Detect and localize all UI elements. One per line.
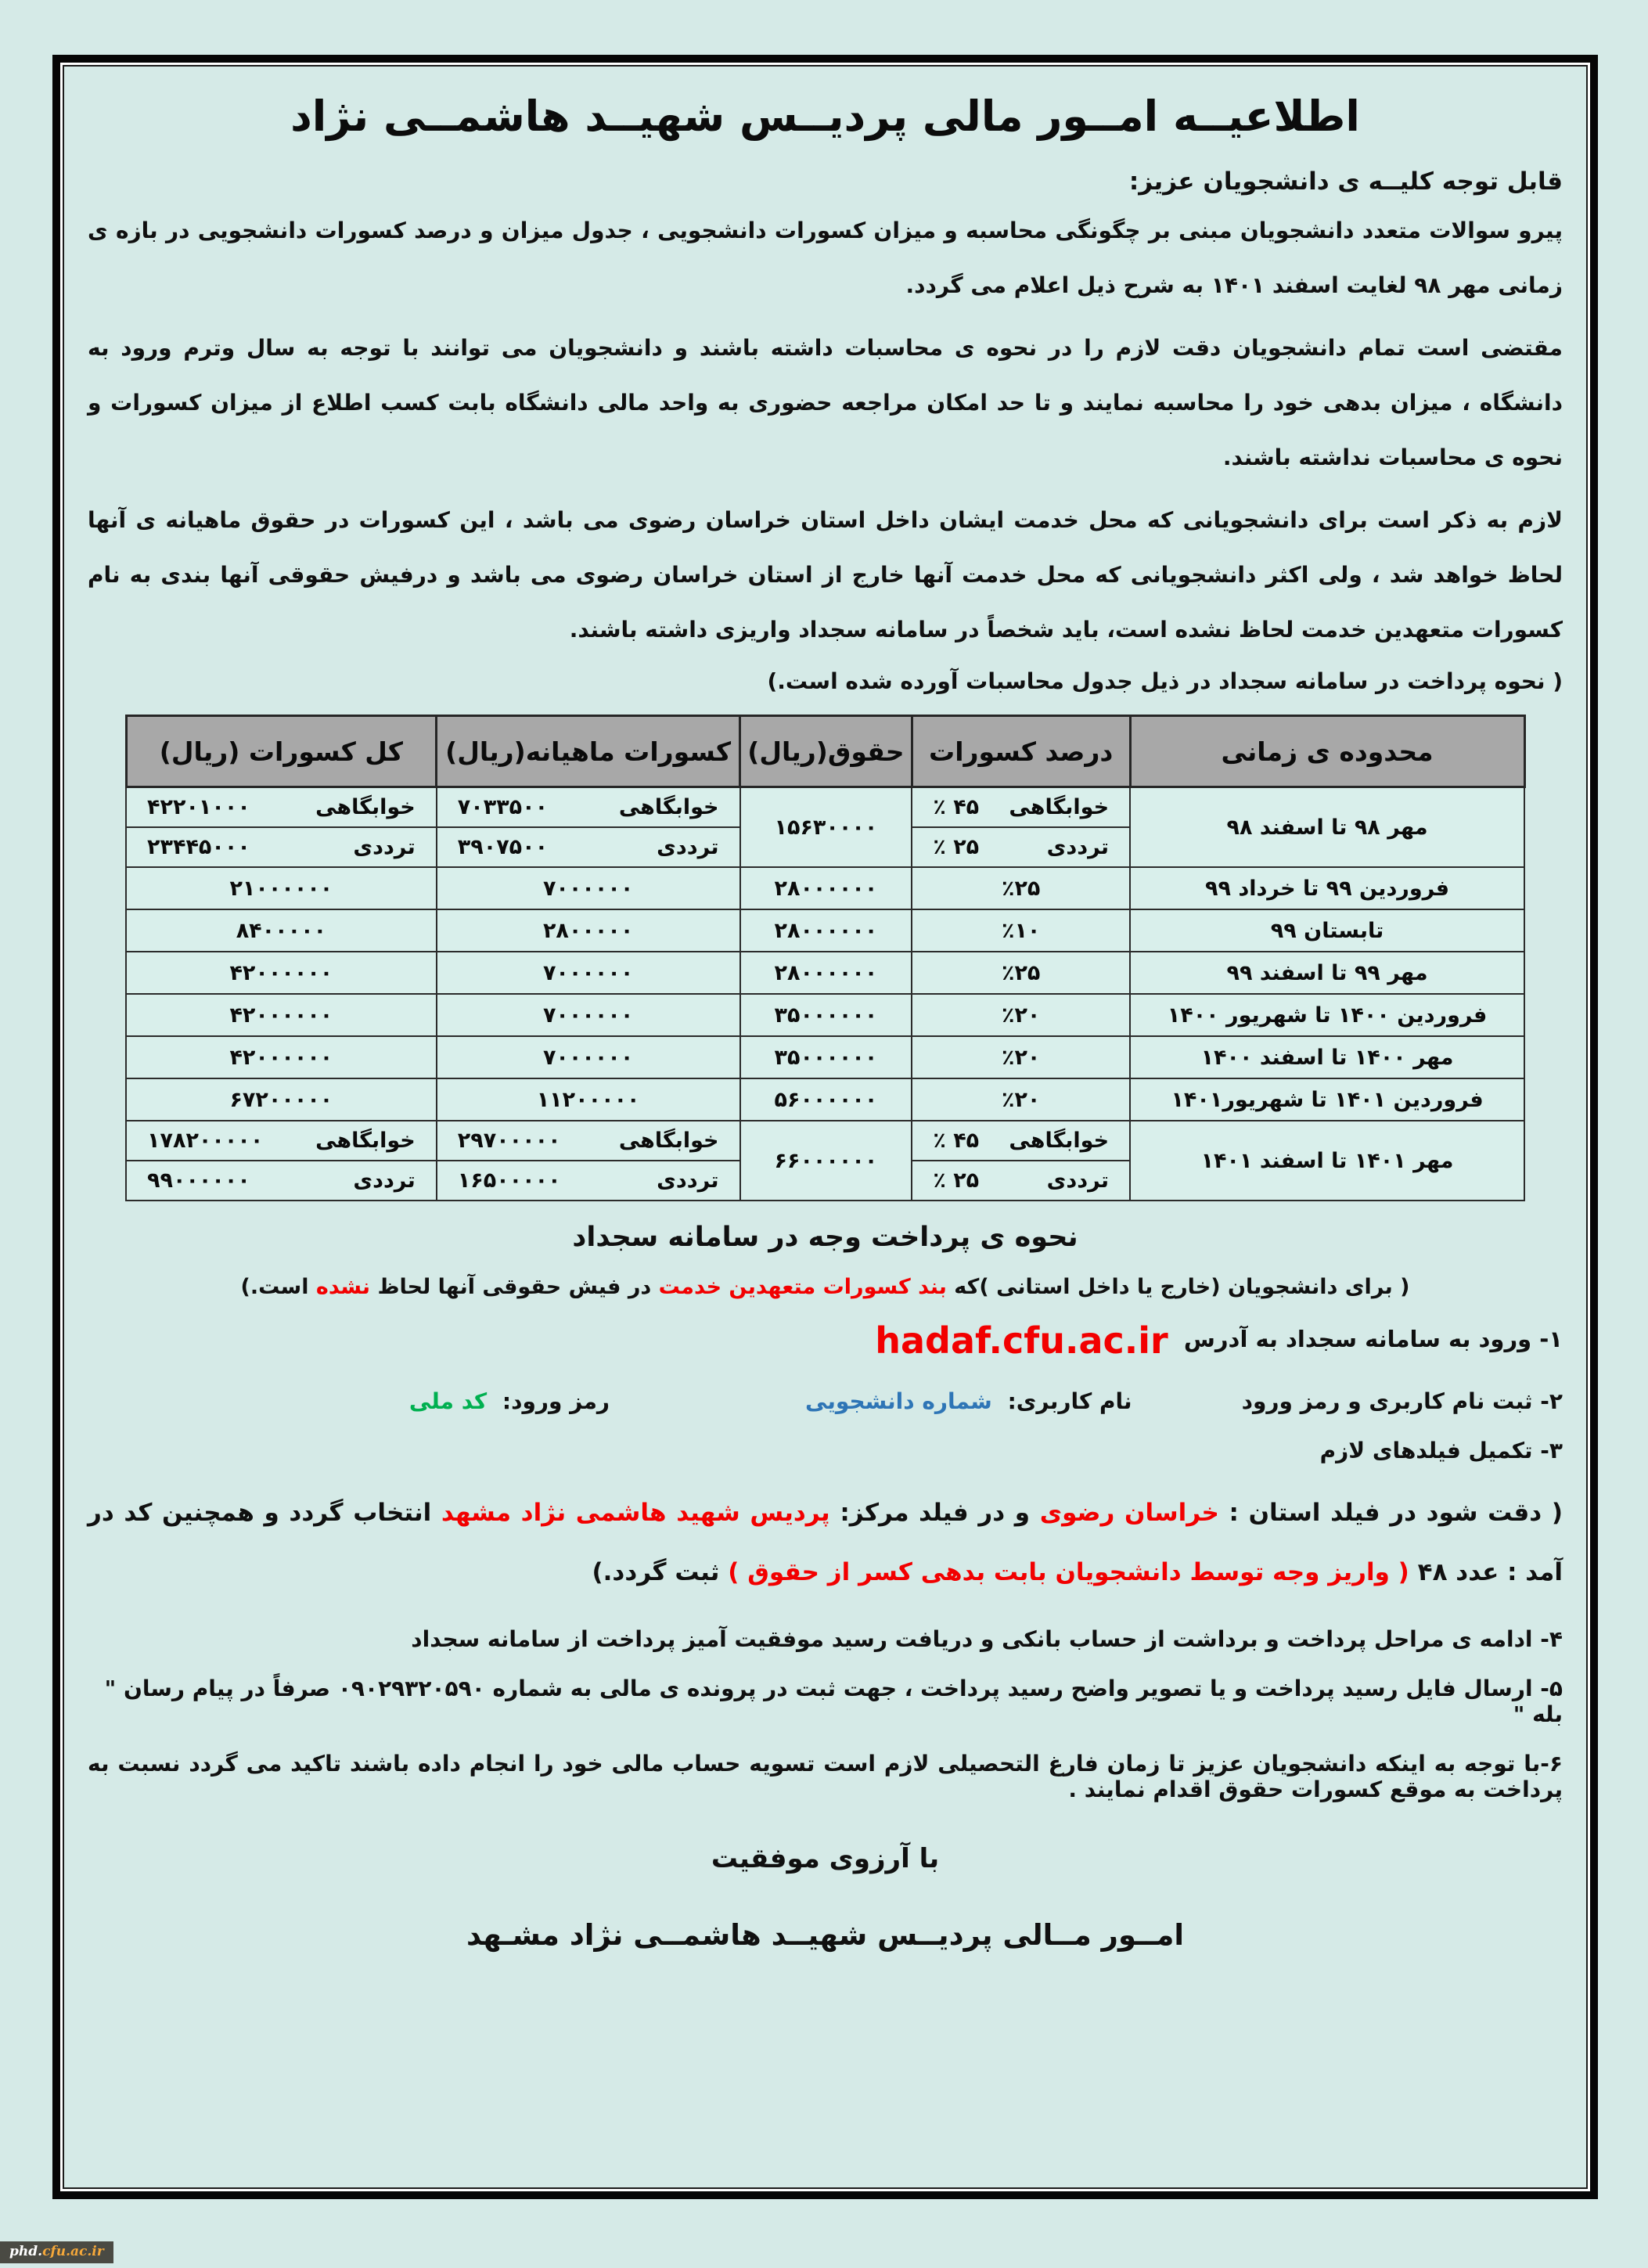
header-monthly-deduction: کسورات ماهیانه(ریال) [437,716,740,787]
cell-percent: ٪۲۰ [912,994,1130,1036]
cell-salary: ۲۸۰۰۰۰۰۰ [740,909,912,952]
cell-monthly: ۱۱۲۰۰۰۰۰ [437,1078,740,1121]
cell-salary: ۶۶۰۰۰۰۰۰ [740,1121,912,1201]
text-segment: در فیش حقوقی آنها لحاظ [370,1275,659,1299]
commute-value: ۳۹۰۷۵۰۰ [457,835,549,859]
payment-section-heading: نحوه ی پرداخت وجه در سامانه سجداد [572,1222,1078,1253]
table-header-row [126,716,1524,787]
cell-percent: ٪۲۰ [912,1078,1130,1121]
dorm-label: خوابگاهی [315,795,416,819]
username-chunk [805,1388,1132,1414]
commute-value: ۲۵ ٪ [933,1168,980,1193]
table-row [126,952,1524,994]
dorm-value: ۴۲۲۰۱۰۰۰ [147,795,250,819]
sajdad-url-link[interactable]: hadaf.cfu.ac.ir [875,1319,1168,1362]
cell-salary: ۲۸۰۰۰۰۰۰ [740,867,912,909]
attention-note [88,1484,1563,1603]
intro-paragraph: پیرو سوالات متعدد دانشجویان مبنی بر چگونگی محاسبه و میزان کسورات دانشجویی ، جدول میزان و درصد کسورات دانشجویی در بازه ی زمانی مهر ۹۸ لغایت اسفند ۱۴۰۱ به شرح ذیل اعلام می گردد. [88,218,1563,298]
commute-label: ترددی [353,835,416,859]
dorm-value: ۴۵ ٪ [933,1129,980,1153]
cell-monthly: ۷۰۰۰۰۰۰ [437,994,740,1036]
cell-salary: ۳۵۰۰۰۰۰۰ [740,994,912,1036]
cell-total: ۲۱۰۰۰۰۰۰ [126,867,437,909]
cell-time-range: تابستان ۹۹ [1130,909,1524,952]
username-value: شماره دانشجویی [805,1388,992,1414]
commute-label: ترددی [353,1168,416,1193]
cell-time-range: مهر ۱۴۰۱ تا اسفند ۱۴۰۱ [1130,1121,1524,1201]
cell-time-range: مهر ۱۴۰۰ تا اسفند ۱۴۰۰ [1130,1036,1524,1078]
calculation-paragraph: مقتضی است تمام دانشجویان دقت لازم را در نحوه ی محاسبات داشته باشند و دانشجویان می توانند با توجه به سال وترم ورود به دانشگاه ، میزان بدهی خود را محاسبه نمایند و تا حد امکان مراجعه حضوری به واحد مالی دانشگاه بابت کسب اطلاع از میزان کسورات و نحوه ی محاسبات نداشته باشند. [88,335,1563,470]
cell-monthly: ۷۰۰۰۰۰۰ [437,1036,740,1078]
table-row [126,1078,1524,1121]
password-chunk [409,1388,610,1414]
commute-label: ترددی [1046,1168,1110,1193]
dorm-label: خوابگاهی [315,1129,416,1153]
text-segment: ( دقت شود در فیلد استان : [1218,1499,1563,1527]
cell-total: ۶۷۲۰۰۰۰۰ [126,1078,437,1121]
text-segment: انتخاب گردد و همچنین کد در آمد : عدد ۴۸ [88,1499,1563,1586]
password-label: رمز ورود: [502,1388,610,1414]
step-6-settlement: ۶-با توجه به اینکه دانشجویان عزیز تا زمان فارغ التحصیلی لازم است تسویه حساب مالی خود را انجام داده باشند تاکید می گردد نسبت به پرداخت به موقع کسورات حقوق اقدام نمایند . [88,1750,1563,1802]
cell-percent: ٪۲۰ [912,1036,1130,1078]
page-border-frame [52,55,1598,2199]
cell-time-range: مهر ۹۹ تا اسفند ۹۹ [1130,952,1524,994]
cell-percent-dorm [912,787,1130,828]
deductions-table [125,715,1526,1201]
dorm-label: خوابگاهی [1009,795,1110,819]
dorm-label: خوابگاهی [618,795,719,819]
cell-monthly-dorm [437,787,740,828]
step-1-login [88,1319,1563,1362]
cell-percent: ٪۲۵ [912,867,1130,909]
text-segment: و در فیلد مرکز: [829,1499,1040,1527]
commute-value: ۹۹۰۰۰۰۰۰ [147,1168,250,1193]
cell-monthly-dorm [437,1121,740,1161]
cell-monthly: ۲۸۰۰۰۰۰ [437,909,740,952]
cell-salary: ۳۵۰۰۰۰۰۰ [740,1036,912,1078]
step-2-text: ۲- ثبت نام کاربری و رمز ورود [1241,1388,1563,1414]
dorm-label: خوابگاهی [618,1129,719,1153]
cell-salary: ۵۶۰۰۰۰۰۰ [740,1078,912,1121]
cell-monthly: ۷۰۰۰۰۰۰ [437,867,740,909]
payment-note-line: ( نحوه پرداخت در سامانه سجداد در ذیل جدول محاسبات آورده شده است.) [767,668,1563,694]
cell-time-range: فروردین ۱۴۰۱ تا شهریور۱۴۰۱ [1130,1078,1524,1121]
closing-wish: با آرزوی موفقیت [711,1842,940,1874]
cell-total: ۸۴۰۰۰۰۰ [126,909,437,952]
step-1-text: ۱- ورود به سامانه سجداد به آدرس [1183,1326,1563,1352]
watermark-prefix: phd. [9,2244,43,2259]
commute-value: ۱۶۵۰۰۰۰۰ [457,1168,561,1193]
cell-total-dorm [126,1121,437,1161]
cell-percent-commute [912,1161,1130,1201]
dorm-value: ۴۵ ٪ [933,795,980,819]
commute-value: ۲۵ ٪ [933,835,980,859]
cell-percent-commute [912,827,1130,867]
greeting-line: قابل توجه کلیــه ی دانشجویان عزیز: [1128,167,1563,196]
cell-monthly-commute [437,827,740,867]
header-deduction-percent: درصد کسورات [912,716,1130,787]
text-segment: ( واریز وجه توسط دانشجویان بابت بدهی کسر از حقوق ) [728,1557,1409,1586]
table-row [126,1121,1524,1161]
cell-total: ۴۲۰۰۰۰۰۰ [126,994,437,1036]
cell-monthly: ۷۰۰۰۰۰۰ [437,952,740,994]
cell-total: ۴۲۰۰۰۰۰۰ [126,952,437,994]
commute-label: ترددی [657,835,719,859]
cell-percent: ٪۱۰ [912,909,1130,952]
cell-monthly-commute [437,1161,740,1201]
page-title: اطلاعیــه امــور مالی پردیــس شهیــد هاشمــی نژاد [290,92,1360,141]
cell-salary: ۲۸۰۰۰۰۰۰ [740,952,912,994]
cell-total-commute [126,1161,437,1201]
text-segment: نشده [315,1275,371,1299]
service-location-paragraph: لازم به ذکر است برای دانشجویانی که محل خدمت ایشان داخل استان خراسان رضوی می باشد ، این کسورات در حقوق ماهیانه ی آنها لحاظ خواهد شد ، ولی اکثر دانشجویانی که محل خدمت آنها خارج از استان خراسان رضوی می باشد و درفیش حقوقی آنها بندی به نام کسورات متعهدین خدمت لحاظ نشده است، باید شخصاً در سامانه سجداد واریزی داشته باشند. [88,507,1563,643]
step-4-receipt: ۴- ادامه ی مراحل پرداخت و برداشت از حساب بانکی و دریافت رسید موفقیت آمیز پرداخت از سامانه سجداد [411,1625,1563,1652]
content-area [63,65,1588,2189]
dorm-value: ۱۷۸۲۰۰۰۰۰ [147,1129,264,1153]
cell-total-dorm [126,787,437,828]
password-value: کد ملی [408,1388,488,1414]
cell-percent: ٪۲۵ [912,952,1130,994]
text-segment: ( برای دانشجویان (خارج یا داخل استانی )که [946,1275,1410,1299]
cell-total: ۴۲۰۰۰۰۰۰ [126,1036,437,1078]
header-salary: حقوق(ریال) [740,716,912,787]
step-5-send-receipt: ۵- ارسال فایل رسید پرداخت و یا تصویر واضح رسید پرداخت ، جهت ثبت در پرونده ی مالی به شماره ۰۹۰۲۹۳۲۰۵۹۰ صرفاً در پیام رسان " بله " [104,1675,1563,1727]
table-row [126,994,1524,1036]
cell-time-range: فروردین ۹۹ تا خرداد ۹۹ [1130,867,1524,909]
cell-salary: ۱۵۶۳۰۰۰۰ [740,787,912,868]
header-total-deduction: کل کسورات (ریال) [126,716,437,787]
header-time-range: محدوده ی زمانی [1130,716,1524,787]
commute-value: ۲۳۴۴۵۰۰۰ [147,835,250,859]
table-row [126,1036,1524,1078]
table-row [126,787,1524,828]
signature-line: امــور مــالی پردیــس شهیــد هاشمــی نژاد مشـهد [466,1917,1185,1952]
step-2-credentials [88,1388,1563,1414]
cell-total-commute [126,827,437,867]
site-watermark[interactable] [0,2241,113,2263]
text-segment: بند کسورات متعهدین خدمت [658,1275,947,1299]
payment-eligibility-note [88,1275,1563,1299]
table-row [126,867,1524,909]
commute-label: ترددی [657,1168,719,1193]
commute-label: ترددی [1046,835,1110,859]
text-segment: پردیس شهید هاشمی نژاد مشهد [441,1499,830,1527]
cell-time-range: فروردین ۱۴۰۰ تا شهریور ۱۴۰۰ [1130,994,1524,1036]
cell-percent-dorm [912,1121,1130,1161]
watermark-domain: cfu.ac.ir [42,2244,104,2259]
dorm-value: ۲۹۷۰۰۰۰۰ [457,1129,561,1153]
text-segment: است.) [240,1275,316,1299]
dorm-value: ۷۰۳۳۵۰۰ [457,795,549,819]
text-segment: ثبت گردد.) [592,1557,729,1586]
text-segment: خراسان رضوی [1039,1499,1219,1527]
dorm-label: خوابگاهی [1009,1129,1110,1153]
step-3-fields: ۳- تکمیل فیلدهای لازم [1319,1438,1563,1463]
username-label: نام کاربری: [1007,1388,1132,1414]
table-row [126,909,1524,952]
cell-time-range: مهر ۹۸ تا اسفند ۹۸ [1130,787,1524,868]
